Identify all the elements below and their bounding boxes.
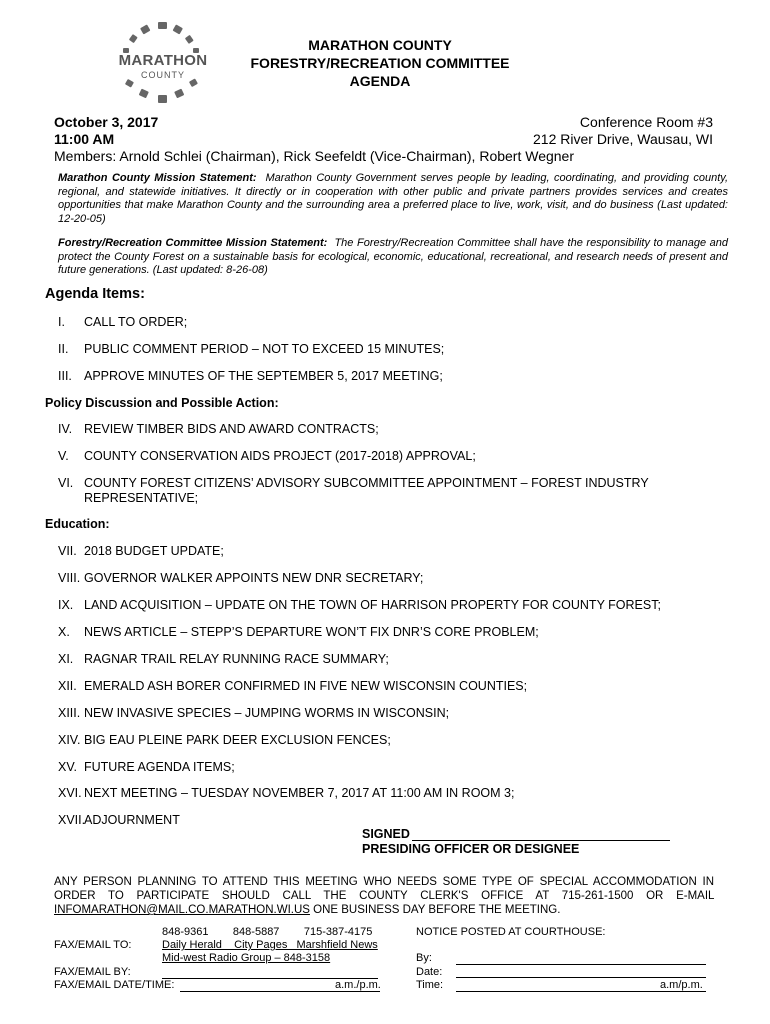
agenda-item — [58, 544, 728, 559]
signed-label: SIGNED — [362, 827, 410, 841]
committee-mission-statement — [58, 237, 728, 278]
item-text: BIG EAU PLEINE PARK DEER EXCLUSION FENCES; — [84, 733, 391, 747]
county-mission-label: Marathon County Mission Statement: — [58, 172, 257, 184]
item-number: XIII. — [58, 706, 81, 720]
title-line-2: FORESTRY/RECREATION COMMITTEE — [250, 55, 510, 71]
agenda-heading: Agenda Items: — [45, 286, 145, 302]
item-text: EMERALD ASH BORER CONFIRMED IN FIVE NEW WISCONSIN COUNTIES; — [84, 679, 528, 693]
item-text: ADJOURNMENT — [84, 813, 180, 827]
item-number: VI. — [58, 476, 74, 490]
agenda-item — [58, 476, 728, 506]
item-number: V. — [58, 449, 69, 463]
agenda-item — [58, 625, 728, 640]
item-number: X. — [58, 625, 70, 639]
item-text: GOVERNOR WALKER APPOINTS NEW DNR SECRETARY; — [84, 571, 424, 585]
agenda-item — [58, 786, 728, 801]
agenda-item — [58, 369, 728, 384]
logo-text-main: MARATHON — [118, 52, 208, 69]
agenda-item — [58, 733, 728, 748]
item-text: FUTURE AGENDA ITEMS; — [84, 760, 235, 774]
fax-ampm: a.m./p.m. — [335, 979, 381, 991]
item-number: III. — [58, 369, 72, 383]
item-text: CALL TO ORDER; — [84, 315, 188, 329]
county-mission-statement — [58, 172, 728, 226]
item-text: APPROVE MINUTES OF THE SEPTEMBER 5, 2017 MEETING; — [84, 369, 443, 383]
presiding-officer-label: PRESIDING OFFICER OR DESIGNEE — [362, 842, 580, 856]
item-number: I. — [58, 315, 65, 329]
item-text: PUBLIC COMMENT PERIOD – NOT TO EXCEED 15 MINUTES; — [84, 342, 445, 356]
item-text: LAND ACQUISITION – UPDATE ON THE TOWN OF HARRISON PROPERTY FOR COUNTY FOREST; — [84, 598, 661, 612]
agenda-item — [58, 342, 728, 357]
posted-ampm: a.m/p.m. — [660, 979, 703, 991]
agenda-item — [58, 706, 728, 721]
document-title — [220, 36, 540, 90]
agenda-item — [58, 315, 728, 330]
item-text: RAGNAR TRAIL RELAY RUNNING RACE SUMMARY; — [84, 652, 389, 666]
posted-by-line — [456, 964, 706, 965]
meeting-time: 11:00 AM — [54, 131, 115, 147]
agenda-item — [58, 813, 728, 828]
section-policy-heading: Policy Discussion and Possible Action: — [45, 396, 279, 410]
title-line-3: AGENDA — [349, 73, 411, 89]
radio-group: Mid-west Radio Group – 848-3158 — [162, 952, 331, 964]
item-number: XVI. — [58, 786, 82, 800]
newspaper-list: Daily Herald City Pages Marshfield News — [162, 939, 378, 951]
agenda-item — [58, 598, 728, 613]
agenda-item — [58, 422, 728, 437]
item-number: XIV. — [58, 733, 81, 747]
agenda-item — [58, 679, 728, 694]
item-number: IX. — [58, 598, 74, 612]
accommodation-notice — [54, 875, 714, 917]
meeting-room: Conference Room #3 — [579, 114, 713, 130]
item-text: COUNTY CONSERVATION AIDS PROJECT (2017-2018) APPROVAL; — [84, 449, 476, 463]
item-number: XV. — [58, 760, 78, 774]
item-text: 2018 BUDGET UPDATE; — [84, 544, 224, 558]
item-text: COUNTY FOREST CITIZENS’ ADVISORY SUBCOMMITTEE APPOINTMENT – FOREST INDUSTRY REPRESENTATIVE; — [84, 476, 649, 505]
item-number: IV. — [58, 422, 73, 436]
signature-line — [412, 840, 670, 841]
item-number: VIII. — [58, 571, 81, 585]
item-text: NEXT MEETING – TUESDAY NOVEMBER 7, 2017 AT 11:00 AM IN ROOM 3; — [84, 786, 515, 800]
county-mission-text: Marathon County Government serves people by leading, coordinating, and providing county, regional, and statewide initiatives. It directly or in cooperation with other public and private partners provides services and creates opportunities that make Marathon County and the surrounding area a preferred place to live, work, visit, and do business (Last updated: 12-20-05) — [58, 172, 728, 225]
notice-text-end: ONE BUSINESS DAY BEFORE THE MEETING. — [309, 904, 561, 916]
notice-posted-label: NOTICE POSTED AT COURTHOUSE: — [416, 926, 606, 938]
posted-time-label: Time: — [416, 979, 444, 991]
item-number: XI. — [58, 652, 74, 666]
posted-date-line — [456, 977, 706, 978]
agenda-item — [58, 760, 728, 775]
notice-text: ANY PERSON PLANNING TO ATTEND THIS MEETING WHO NEEDS SOME TYPE OF SPECIAL ACCOMMODATION IN ORDER TO PARTICIPATE SHOULD CALL THE COUNTY CLERK'S OFFICE AT 715-261-1500 OR E-MAIL — [54, 876, 714, 902]
fax-email-by-label: FAX/EMAIL BY: — [54, 966, 131, 978]
agenda-item — [58, 449, 728, 464]
item-text: REVIEW TIMBER BIDS AND AWARD CONTRACTS; — [84, 422, 379, 436]
item-number: XII. — [58, 679, 77, 693]
meeting-address: 212 River Drive, Wausau, WI — [533, 131, 713, 147]
title-line-1: MARATHON COUNTY — [308, 37, 452, 53]
section-education-heading: Education: — [45, 517, 110, 531]
item-number: II. — [58, 342, 69, 356]
item-text: NEW INVASIVE SPECIES – JUMPING WORMS IN WISCONSIN; — [84, 706, 450, 720]
posted-by-label: By: — [416, 952, 432, 964]
item-text: NEWS ARTICLE – STEPP’S DEPARTURE WON’T FIX DNR’S CORE PROBLEM; — [84, 625, 539, 639]
committee-members: Members: Arnold Schlei (Chairman), Rick Seefeldt (Vice-Chairman), Robert Wegner — [54, 148, 575, 164]
fax-email-to-label: FAX/EMAIL TO: — [54, 939, 132, 951]
fax-email-datetime-label: FAX/EMAIL DATE/TIME: — [54, 979, 175, 991]
posted-date-label: Date: — [416, 966, 443, 978]
phone-numbers: 848-9361 848-5887 715-387-4175 — [162, 926, 373, 938]
committee-mission-text: The Forestry/Recreation Committee shall have the responsibility to manage and protect the County Forest on a sustainable basis for ecological, economic, educational, recreational, and research needs of present and future generations. (Last updated: 8-26-08) — [58, 237, 728, 276]
item-number: XVII. — [58, 813, 86, 827]
agenda-item — [58, 571, 728, 586]
county-logo — [108, 22, 218, 104]
agenda-item — [58, 652, 728, 667]
committee-mission-label: Forestry/Recreation Committee Mission Statement: — [58, 237, 328, 249]
item-number: VII. — [58, 544, 77, 558]
logo-text-sub: COUNTY — [141, 70, 185, 80]
meeting-date: October 3, 2017 — [54, 114, 159, 130]
clerk-email-link[interactable]: INFOMARATHON@MAIL.CO.MARATHON.WI.US — [54, 904, 310, 916]
